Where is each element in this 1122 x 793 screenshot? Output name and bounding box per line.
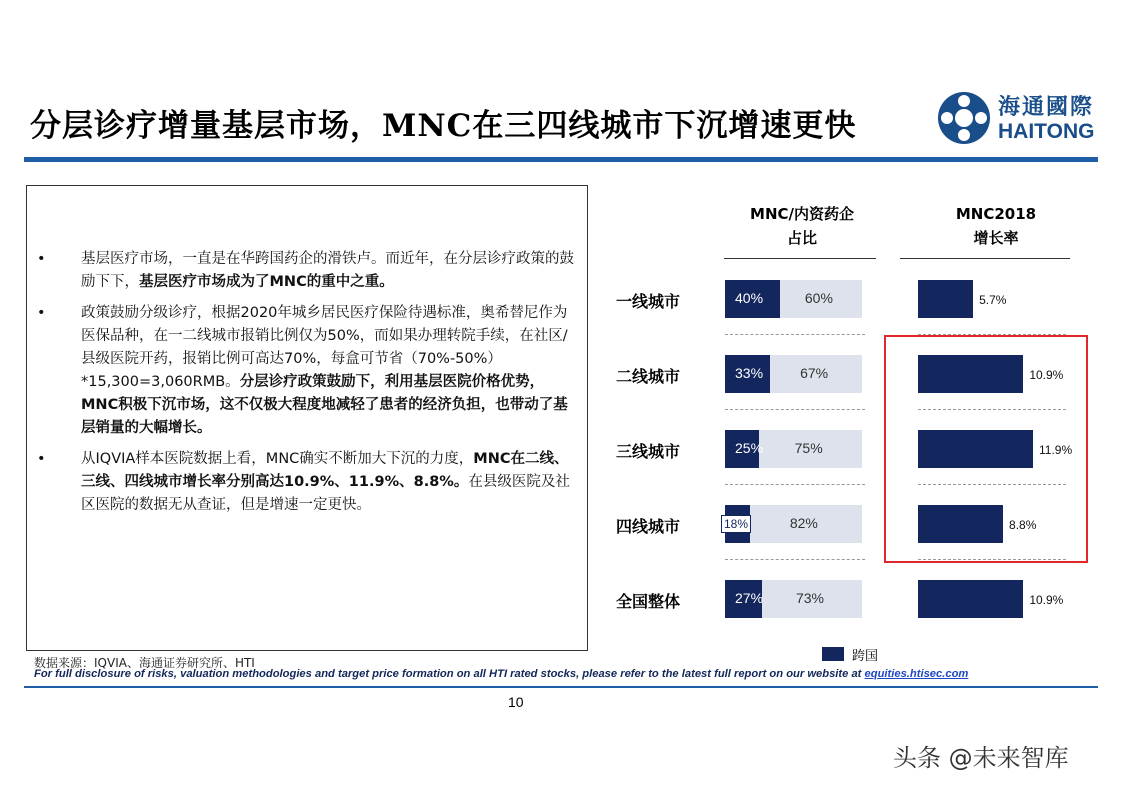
share-label-mnc: 33% [735,365,764,381]
header-rule [24,157,1098,162]
share-header-line1: MNC/内资药企 [750,205,854,223]
logo-emblem-icon [936,90,992,146]
logo-cn: 海通國際 [998,95,1095,120]
share-label-domestic: 75% [794,440,823,456]
row-divider [725,409,865,410]
legend-swatch-mnc [822,647,844,661]
footer-rule [24,686,1098,688]
growth-header-line2: 增长率 [973,229,1019,247]
share-label-mnc: 27% [735,590,764,606]
share-bar-domestic [725,430,862,468]
growth-label: 10.9% [1029,368,1064,382]
growth-label: 8.8% [1009,518,1037,532]
bullet-text: 在县级医院及社区医院的数据无从查证，但是增速一定更快。 [81,474,570,513]
bullet-text: 基层医疗市场，一直是在华跨国药企的滑铁卢。而近年，在分层诊疗政策的鼓励下下， [81,251,574,290]
page-number: 10 [508,694,524,710]
share-label-domestic: 60% [804,290,833,306]
growth-label: 5.7% [979,293,1007,307]
growth-bar [918,580,1023,618]
legend-label-mnc: 跨国 [852,649,879,664]
share-label-domestic: 67% [800,365,829,381]
share-label-domestic: 73% [795,590,825,606]
bullet-bold-text: 分层诊疗政策鼓励下，利用基层医院价格优势，MNC积极下沉市场，这不仅极大程度地减轻了患者的经济负担，也带动了基层销量的大幅增长。 [81,374,568,436]
page-title: 分层诊疗增量基层市场，MNC在三四线城市下沉增速更快 [30,108,857,144]
growth-label: 11.9% [1039,443,1073,457]
growth-bar [918,280,973,318]
growth-header-rule [900,258,1070,259]
watermark: 头条 @未来智库 [893,744,1069,772]
growth-label: 10.9% [1029,593,1064,607]
disclaimer-link[interactable]: equities.htisec.com [864,668,969,680]
share-label-mnc: 18% [721,515,751,533]
logo-en: HAITONG [998,120,1095,143]
share-header-line2: 占比 [786,229,817,247]
bullet-text: 从IQVIA样本医院数据上看，MNC确实不断加大下沉的力度， [81,451,474,467]
row-label: 一线城市 [616,292,681,311]
bullet-bold-text: 基层医疗市场成为了MNC的重中之重。 [139,274,394,290]
growth-header-line1: MNC2018 [955,205,1037,223]
row-divider [725,334,865,335]
row-divider [725,484,865,485]
haitong-logo [936,90,1096,150]
row-label: 全国整体 [616,592,681,611]
row-label: 二线城市 [616,367,681,386]
disclaimer [34,668,968,680]
bullet-item [37,248,577,294]
highlight-box [884,335,1088,563]
bullet-text: 政策鼓励分级诊疗，根据2020年城乡居民医疗保险待遇标准，奥希替尼作为医保品种，在一二线城市报销比例仅为50%，而如果办理转院手续，在社区/县级医院开药，报销比例可高达70%，每盒可节省（70%-50%）*15,300=3,060RMB。 [81,305,568,390]
bullet-item [37,302,577,440]
bullet-item [37,448,577,517]
share-label-mnc: 25% [735,440,764,456]
text-box [26,185,588,651]
share-bar-domestic [725,280,862,318]
row-label: 四线城市 [616,517,681,536]
row-label: 三线城市 [616,442,681,461]
share-label-mnc: 40% [735,290,764,306]
bullet-bold-text: MNC在二线、三线、四线城市增长率分别高达10.9%、11.9%、8.8%。 [81,451,569,490]
share-header [722,202,882,250]
share-bar-domestic [725,580,862,618]
share-bar-domestic [725,355,862,393]
row-divider [725,559,865,560]
data-source: 数据来源：IQVIA、海通证券研究所、HTI [34,656,255,670]
share-header-rule [724,258,876,259]
disclaimer-text: For full disclosure of risks, valuation methodologies and target price formation on all HTI rated stocks, please refer to the latest full report on our website at [34,668,865,680]
bullet-list [37,248,577,525]
growth-header [916,202,1076,250]
share-label-domestic: 82% [789,515,818,531]
share-bar-domestic [725,505,862,543]
